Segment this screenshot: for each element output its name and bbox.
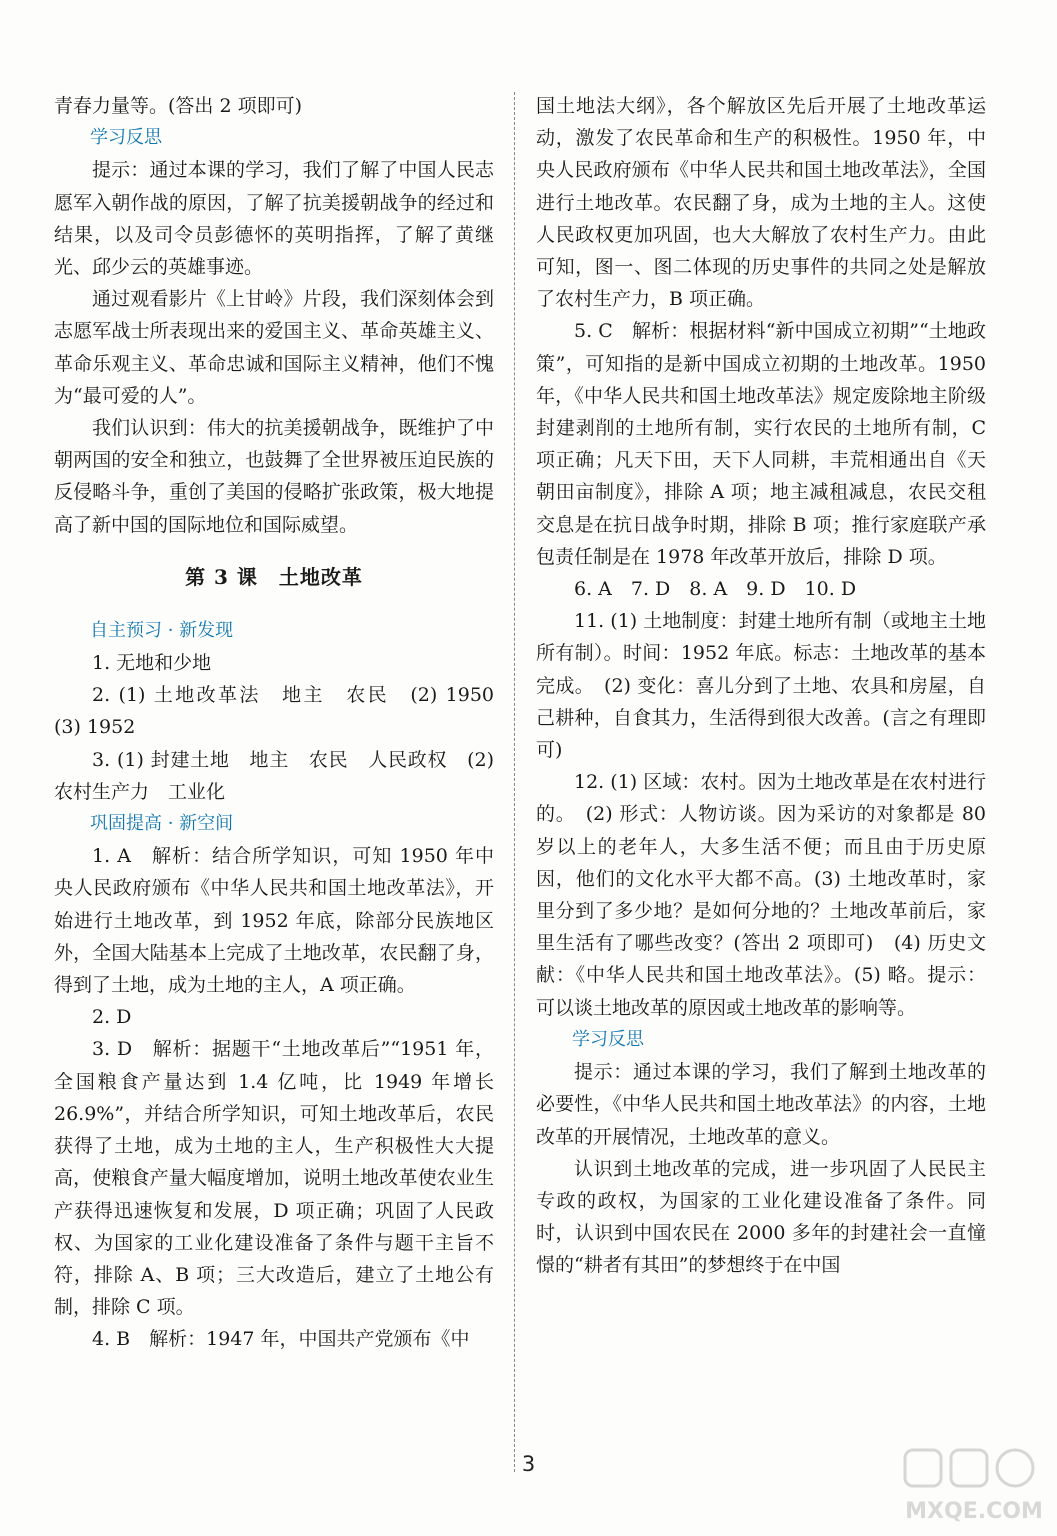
section-heading-reflection: 学习反思 — [90, 127, 162, 149]
watermark-logo — [899, 1444, 1049, 1528]
section-heading-consolidate: 巩固提高 · 新空间 — [90, 813, 234, 835]
reflection-paragraph-1: 提示：通过本课的学习，我们了解到土地改革的必要性，《中华人民共和国土地改革法》的内容，土地改革的开展情况，土地改革的意义。 — [536, 1061, 986, 1148]
answer-item: 1. A 解析：结合所学知识，可知 1950 年中央人民政府颁布《中华人民共和国土地改革法》，开始进行土地改革，到 1952 年底，除部分民族地区外，全国大陆基本上完成了土地改革，农民翻了身，得到了土地，成为土地的主人，A 项正确。 — [54, 845, 494, 997]
lesson-title: 第 3 课 土地改革 — [185, 564, 363, 589]
column-divider — [514, 92, 515, 1472]
reflection-paragraph-3: 我们认识到：伟大的抗美援朝战争，既维护了中朝两国的安全和独立，也鼓舞了全世界被压迫民族的反侵略斗争，重创了美国的侵略扩张政策，极大地提高了新中国的国际地位和国际威望。 — [54, 417, 494, 536]
answer-item: 3. (1) 封建土地 地主 农民 人民政权 (2) 农村生产力 工业化 — [54, 748, 494, 803]
right-column — [536, 90, 986, 1282]
answer-item: 11. (1) 土地制度：封建土地所有制（或地主土地所有制）。时间：1952 年底。标志：土地改革的基本完成。 (2) 变化：喜儿分到了土地、农具和房屋，自己耕种，自食其力，生活得到很大改善。(言之有理即可) — [536, 610, 986, 762]
page-number: 3 — [521, 1452, 536, 1476]
answer-item: 5. C 解析：根据材料“新中国成立初期”“土地政策”，可知指的是新中国成立初期的土地改革。1950 年，《中华人民共和国土地改革法》规定废除地主阶级封建剥削的土地所有制，实行农民的土地所有制，C 项正确；凡天下田，天下人同耕，丰荒相通出自《天朝田亩制度》，排除 A 项；地主减租减息，农民交租交息是在抗日战争时期，排除 B 项；推行家庭联产承包责任制是在 1978 年改革开放后，排除 D 项。 — [536, 320, 986, 568]
answer-item: 3. D 解析：据题干“土地改革后”“1951 年，全国粮食产量达到 1.4 亿吨，比 1949 年增长 26.9%”，并结合所学知识，可知土地改革后，农民获得了土地，成为土地的主人，生产积极性大大提高，使粮食产量大幅度增加，说明土地改革使农业生产获得迅速恢复和发展，D 项正确；巩固了人民政权、为国家的工业化建设准备了条件与题干主旨不符，排除 A、B 项；三大改造后，建立了土地公有制，排除 C 项。 — [54, 1038, 494, 1319]
reflection-paragraph-2: 认识到土地改革的完成，进一步巩固了人民民主专政的政权，为国家的工业化建设准备了条件。同时，认识到中国农民在 2000 多年的封建社会一直憧憬的“耕者有其田”的梦想终于在中国 — [536, 1157, 986, 1277]
answer-continuation: 国土地法大纲》，各个解放区先后开展了土地改革运动，激发了农民革命和生产的积极性。1950 年，中央人民政府颁布《中华人民共和国土地改革法》，全国进行土地改革。农民翻了身，成为土地的主人。这使人民政权更加巩固，也大大解放了农村生产力。由此可知，图一、图二体现的历史事件的共同之处是解放了农村生产力，B 项正确。 — [536, 95, 986, 311]
section-heading-preview: 自主预习 · 新发现 — [90, 619, 234, 641]
answer-item: 1. 无地和少地 — [92, 652, 212, 675]
answer-item: 6. A 7. D 8. A 9. D 10. D — [574, 578, 857, 601]
left-column — [54, 90, 514, 1356]
answer-item: 4. B 解析：1947 年，中国共产党颁布《中 — [92, 1328, 470, 1351]
answer-item: 2. D — [92, 1006, 132, 1029]
answer-item: 2. (1) 土地改革法 地主 农民 (2) 1950 (3) 1952 — [54, 684, 514, 739]
svg-text:MXQE.COM: MXQE.COM — [905, 1499, 1043, 1524]
reflection-paragraph-1: 提示：通过本课的学习，我们了解了中国人民志愿军入朝作战的原因，了解了抗美援朝战争的经过和结果，以及司令员彭德怀的英明指挥，了解了黄继光、邱少云的英雄事迹。 — [54, 159, 494, 279]
answer-item: 12. (1) 区域：农村。因为土地改革是在农村进行的。 (2) 形式：人物访谈。因为采访的对象都是 80 岁以上的老年人，大多生活不便；而且由于历史原因，他们的文化水平大都不高。(3) 土地改革时，家里分到了多少地？是如何分地的？土地改革前后，家里生活有了哪些改变？(答出 2 项即可) (4) 历史文献：《中华人民共和国土地改革法》。(5) 略。提示：可以谈土地改革的原因或土地改革的影响等。 — [536, 771, 986, 1019]
reflection-paragraph-2: 通过观看影片《上甘岭》片段，我们深刻体会到志愿军战士所表现出来的爱国主义、革命英雄主义、革命乐观主义、革命忠诚和国际主义精神，他们不愧为“最可爱的人”。 — [54, 288, 494, 407]
section-heading-reflection: 学习反思 — [572, 1028, 644, 1050]
continuation-paragraph: 青春力量等。(答出 2 项即可) — [54, 95, 302, 117]
